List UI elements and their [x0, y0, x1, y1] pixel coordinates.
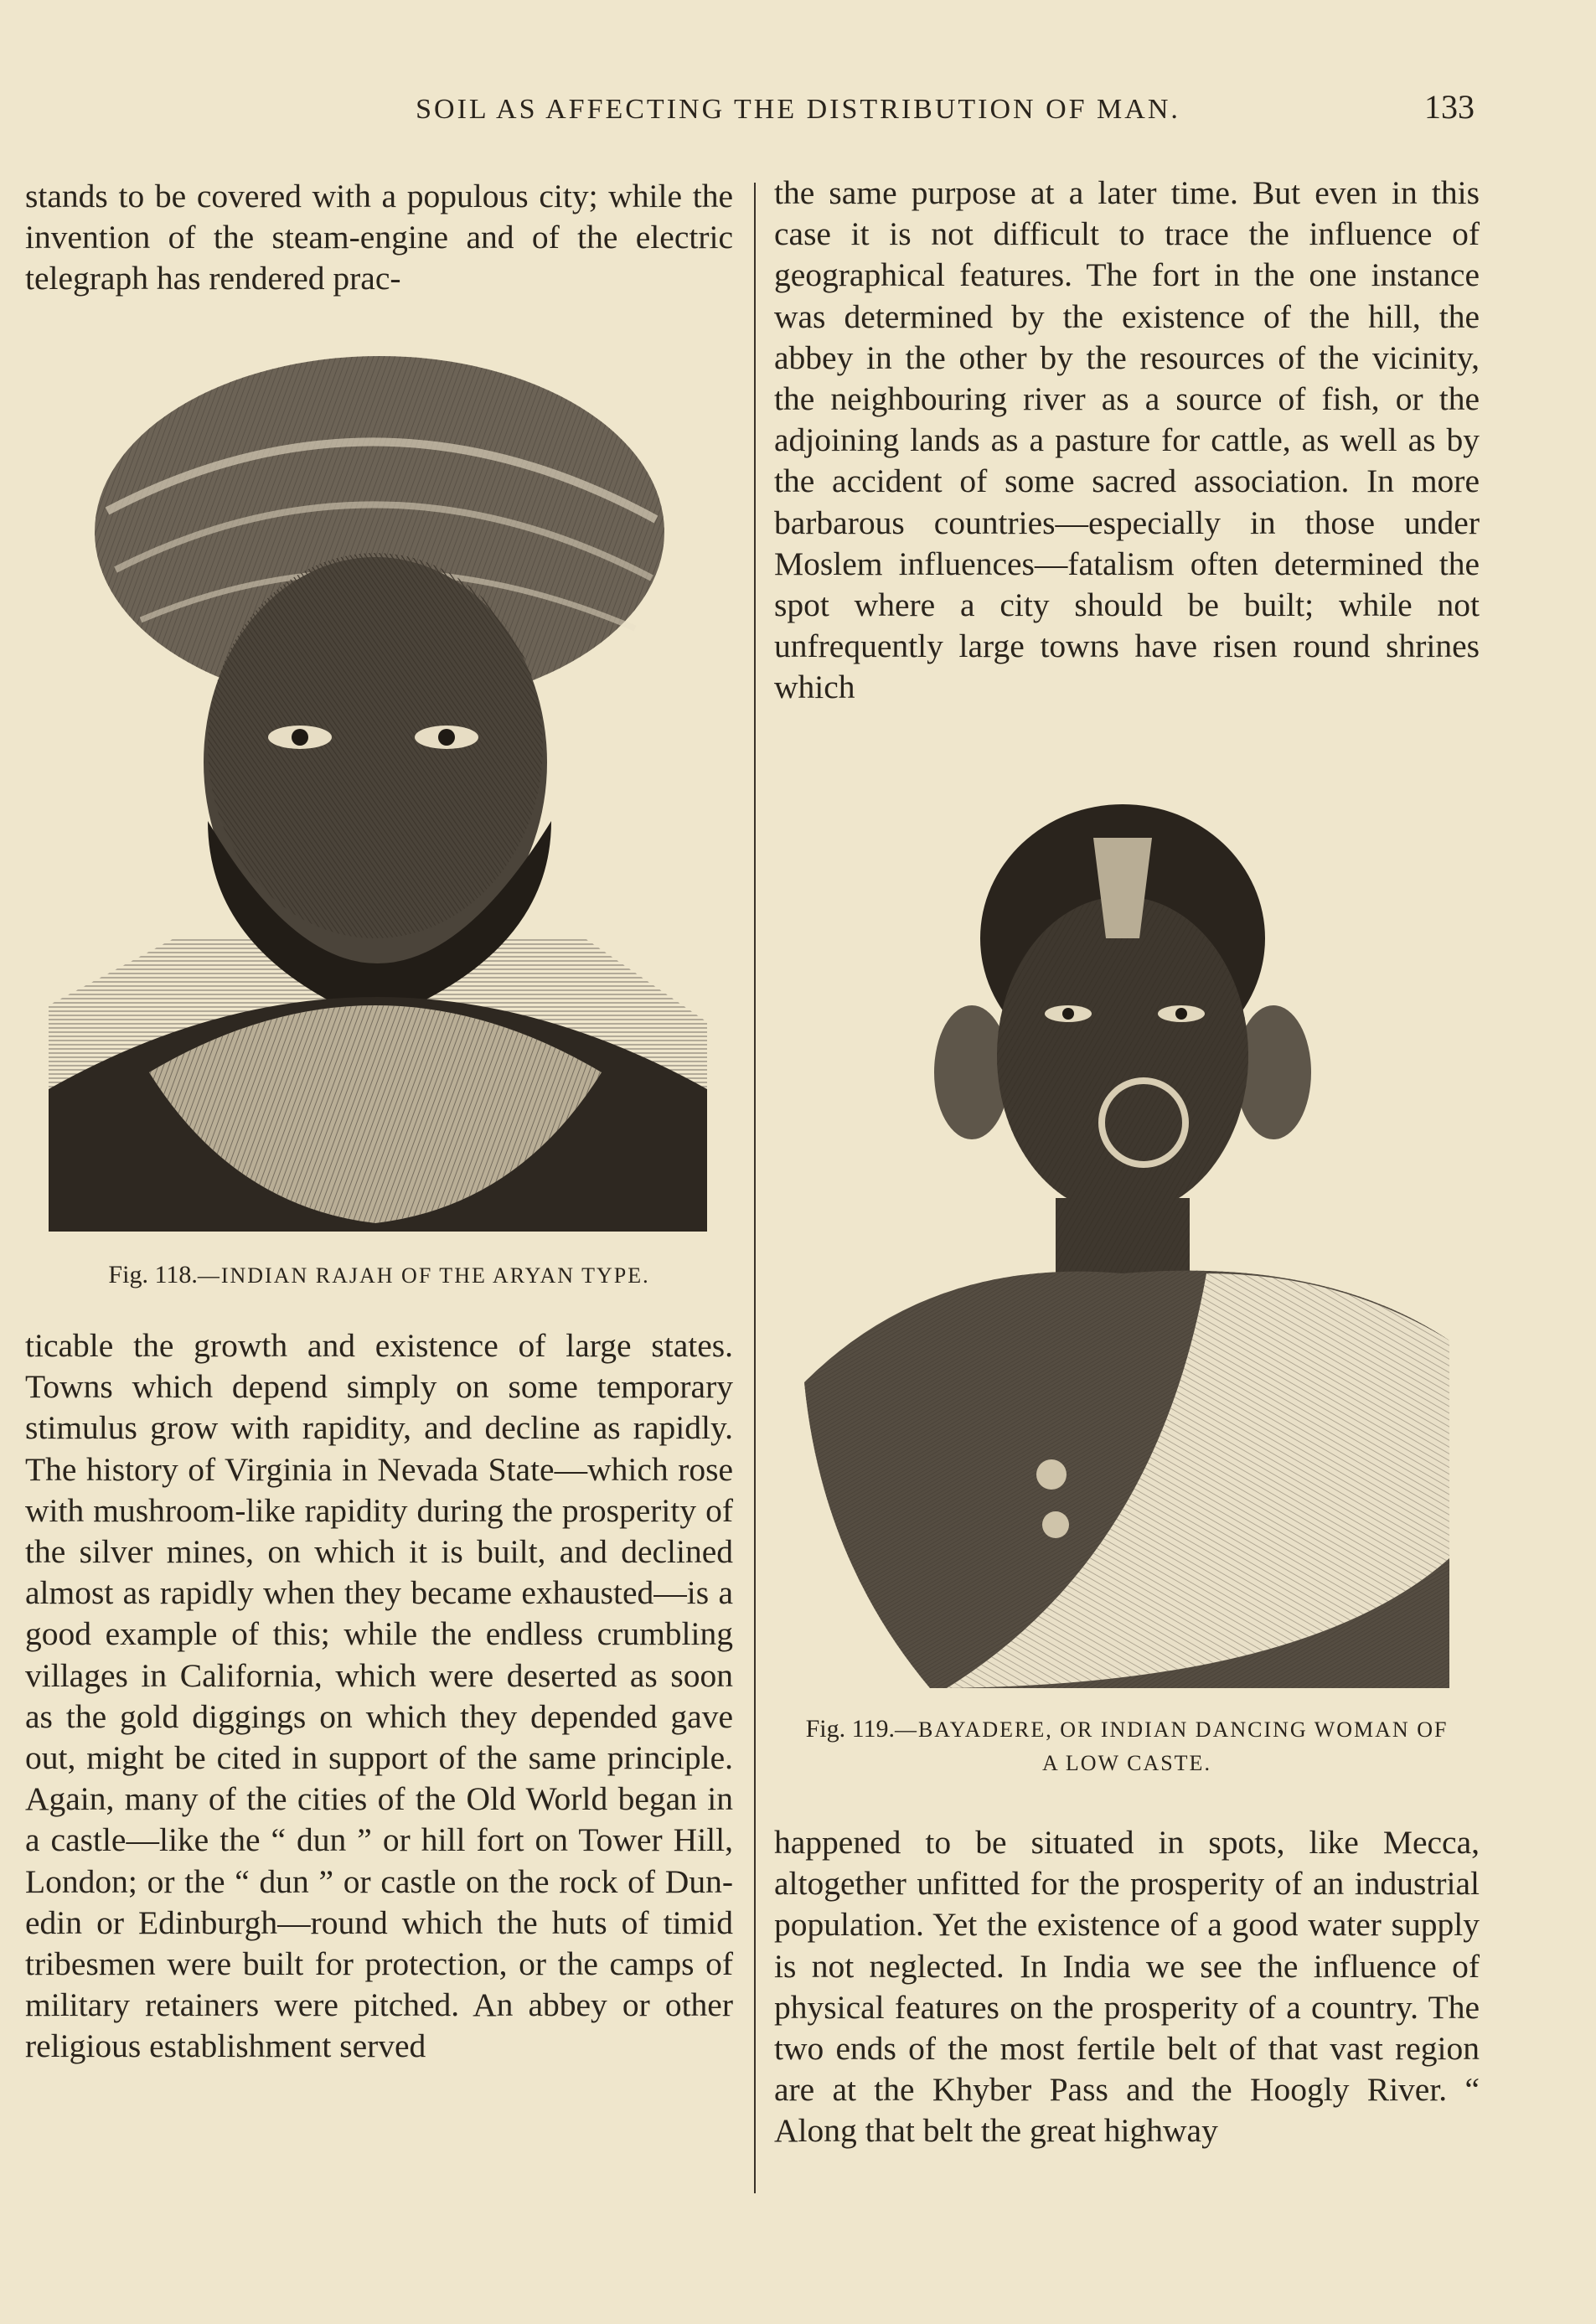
page-number: 133: [1424, 88, 1475, 126]
figure-119-caption: [774, 1712, 1480, 1780]
left-column-top-text: [25, 176, 733, 300]
caption-text: —BAYADERE, OR INDIAN DANCING WOMAN OF: [894, 1717, 1449, 1742]
caption-text: —INDIAN RAJAH OF THE ARYAN TYPE.: [197, 1263, 650, 1288]
paragraph: ticable the growth and existence of large states. Towns which depend simply on some temporary stimulus grow with rapidity, and decline as rapidly. The history of Virginia in Nevada State—which rose with mushroom-like rapidity during the prosperity of the silver mines, on which it is built, and declined almost as rapidly when they became exhausted—is a good example of this; while the endless crumbling villages in California, which were deserted as soon as the gold diggings on which they depended gave out, might be cited in support of the same principle. Again, many of the cities of the Old World began in a castle—like the “ dun ” or hill fort on Tower Hill, London; or the “ dun ” or castle on the rock of Dun-edin or Edinburgh—round which the huts of timid tribesmen were built for protection, or the camps of military retainers were pitched. An abbey or other religious establishment served: [25, 1327, 733, 2065]
column-rule: [754, 183, 756, 2193]
figure-118-caption: [25, 1258, 733, 1293]
figure-119-bayadere-engraving: [804, 804, 1449, 1688]
paragraph: happened to be situated in spots, like Mecca, altogether unfitted for the prosperity of an industrial population. Yet the existence of a good water supply is not neglected. In India we see the influence of physical features on the prosperity of a country. The two ends of the most fertile belt of that vast region are at the Khyber Pass and the Hoogly River. “ Along that belt the great highway: [774, 1824, 1480, 2150]
paragraph: stands to be covered with a populous city; while the invention of the steam-engine and of the electric telegraph has rendered prac-: [25, 178, 733, 297]
figure-label: Fig. 118.: [108, 1261, 198, 1289]
caption-line-1: [774, 1712, 1480, 1747]
right-column-bottom-text: [774, 1822, 1480, 2152]
left-column-bottom-text: [25, 1325, 733, 2068]
figure-118-rajah-engraving: [49, 352, 707, 1232]
caption-line-2: A LOW CASTE.: [1042, 1751, 1211, 1775]
right-column-top-text: [774, 173, 1480, 709]
paragraph: the same purpose at a later time. But even in this case it is not difficult to trace the influence of geographical features. The fort in the one instance was determined by the existence of the hill, the abbey in the other by the resources of the vicinity, the neighbouring river as a source of fish, or the adjoining lands as a pasture for cattle, as well as by the accident of some sacred association. In more barbarous countries—especially in those under Moslem influences—fatalism often determined the spot where a city should be built; while not unfrequently large towns have risen round shrines which: [774, 174, 1480, 706]
figure-label: Fig. 119.: [805, 1715, 895, 1743]
running-header: SOIL AS AFFECTING THE DISTRIBUTION OF MAN.: [416, 94, 1180, 125]
